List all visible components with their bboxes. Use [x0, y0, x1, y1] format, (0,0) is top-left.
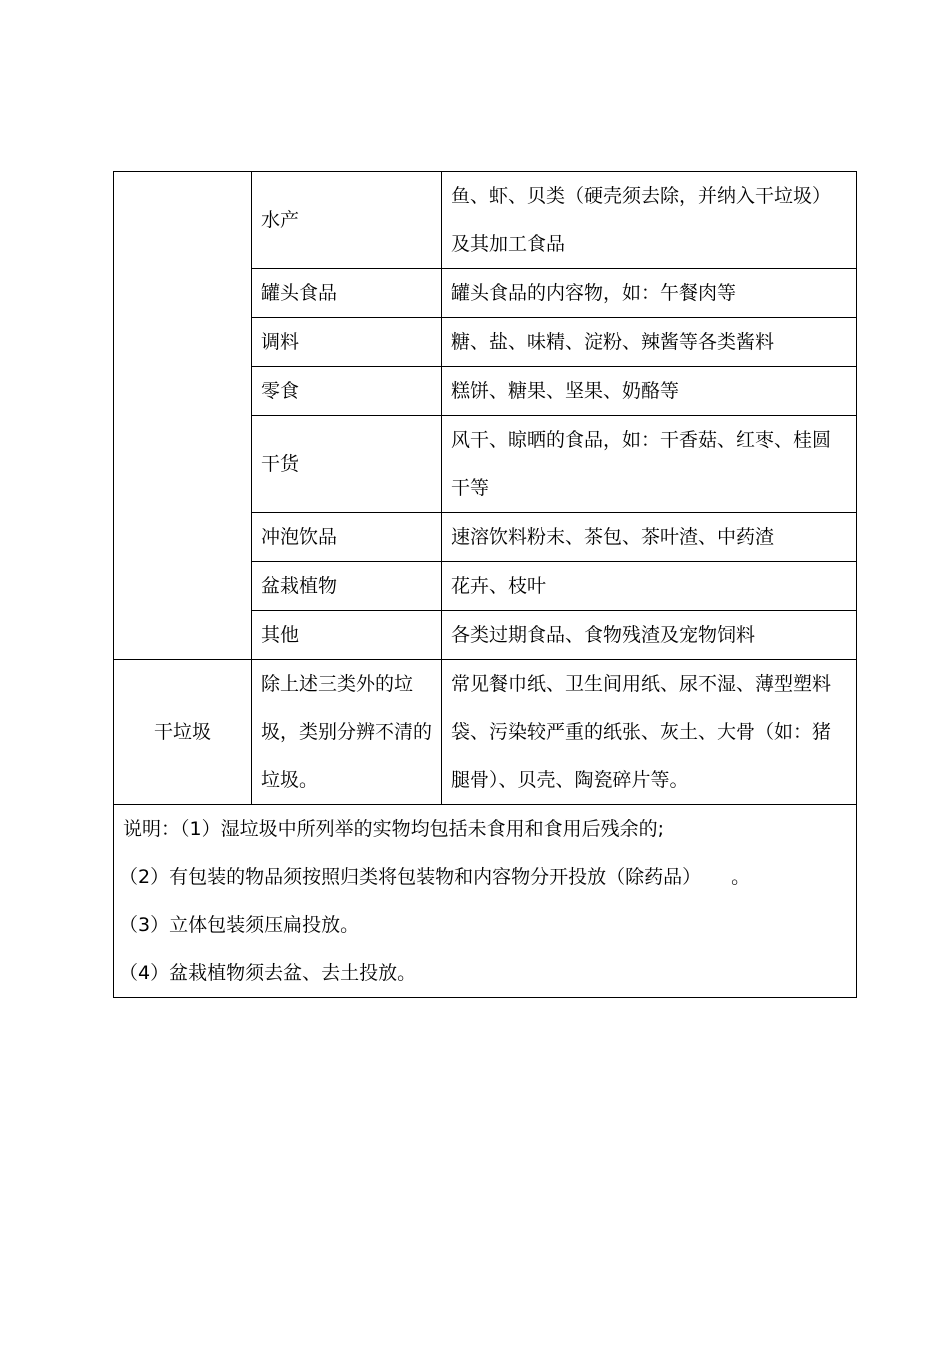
desc-cell: 风干、晾晒的食品，如：干香菇、红枣、桂圆干等: [442, 416, 857, 513]
note-line-text: （2）有包装的物品须按照归类将包装物和内容物分开投放（除药品）: [119, 866, 702, 888]
desc-cell: 罐头食品的内容物，如：午餐肉等: [442, 269, 857, 318]
category-cell-wet: [114, 172, 252, 660]
table-row: [114, 172, 857, 269]
item-cell: 干货: [252, 416, 442, 513]
item-cell: 盆栽植物: [252, 562, 442, 611]
table-row-dry: [114, 660, 857, 805]
item-cell: 水产: [252, 172, 442, 269]
desc-cell: 花卉、枝叶: [442, 562, 857, 611]
notes-row: [114, 805, 857, 998]
note-line-tail: 。: [731, 866, 751, 888]
item-cell: 罐头食品: [252, 269, 442, 318]
desc-cell: 糕饼、糖果、坚果、奶酪等: [442, 367, 857, 416]
item-cell: 零食: [252, 367, 442, 416]
notes-cell: [114, 805, 857, 998]
desc-cell: 鱼、虾、贝类（硬壳须去除，并纳入干垃圾）及其加工食品: [442, 172, 857, 269]
note-line: （4）盆栽植物须去盆、去土投放。: [119, 962, 417, 984]
desc-cell: 常见餐巾纸、卫生间用纸、尿不湿、薄型塑料袋、污染较严重的纸张、灰土、大骨（如：猪腿骨）、贝壳、陶瓷碎片等。: [442, 660, 857, 805]
category-cell-dry: 干垃圾: [114, 660, 252, 805]
note-line: （3）立体包装须压扁投放。: [119, 914, 360, 936]
item-cell: 调料: [252, 318, 442, 367]
desc-cell: 速溶饮料粉末、茶包、茶叶渣、中药渣: [442, 513, 857, 562]
item-cell: 除上述三类外的垃圾，类别分辨不清的垃圾。: [252, 660, 442, 805]
item-cell: 其他: [252, 611, 442, 660]
desc-cell: 各类过期食品、食物残渣及宠物饲料: [442, 611, 857, 660]
note-line: 说明：（1）湿垃圾中所列举的实物均包括未食用和食用后残余的;: [123, 818, 664, 840]
item-cell: 冲泡饮品: [252, 513, 442, 562]
note-line: [119, 853, 847, 901]
desc-cell: 糖、盐、味精、淀粉、辣酱等各类酱料: [442, 318, 857, 367]
garbage-classification-table: [113, 171, 857, 998]
